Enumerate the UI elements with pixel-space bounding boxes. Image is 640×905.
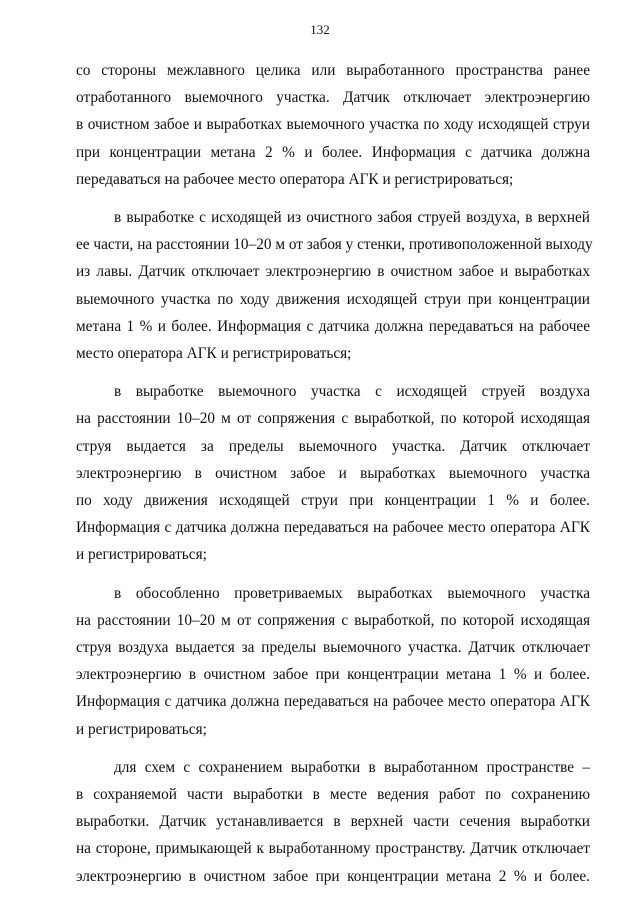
text-line: и регистрироваться; <box>76 720 207 738</box>
text-line: Информация с датчика должна передаваться на рабочее место оператора АГК <box>76 693 590 711</box>
page-number: 132 <box>310 22 330 37</box>
text-line: струя воздуха выдается за пределы выемочного участка. Датчик отключает <box>76 639 590 657</box>
text-line: при концентрации метана 2 % и более. Информация с датчика должна <box>76 143 590 161</box>
text-line: из лавы. Датчик отключает электроэнергию в очистном забое и выработках <box>76 263 590 281</box>
text-line: в выработке выемочного участка с исходящей струей воздуха <box>114 383 590 401</box>
text-line: струя выдается за пределы выемочного участка. Датчик отключает <box>76 437 590 455</box>
paragraph <box>76 204 593 367</box>
text-line: метана 1 % и более. Информация с датчика должна передаваться на рабочее <box>76 317 590 335</box>
paragraph <box>76 57 590 193</box>
text-line: для схем с сохранением выработки в выработанном пространстве – <box>114 758 590 776</box>
text-line: передаваться на рабочее место оператора АГК и регистрироваться; <box>76 170 514 188</box>
text-line: место оператора АГК и регистрироваться; <box>76 345 352 363</box>
text-line: выемочного участка по ходу движения исходящей струи при концентрации <box>76 290 590 308</box>
text-line: электроэнергию в очистном забое при концентрации метана 1 % и более. <box>76 666 590 684</box>
text-line: электроэнергию в очистном забое при концентрации метана 2 % и более. <box>76 867 590 885</box>
text-line: и регистрироваться; <box>76 546 207 564</box>
text-line: на стороне, примыкающей к выработанному пространству. Датчик отключает <box>76 840 590 858</box>
text-line: на расстоянии 10–20 м от сопряжения с выработкой, по которой исходящая <box>76 410 590 428</box>
paragraph <box>76 580 590 743</box>
text-line: Информация с датчика должна передаваться на рабочее место оператора АГК <box>76 519 590 537</box>
text-line: в обособленно проветриваемых выработках выемочного участка <box>114 584 590 602</box>
text-line: в выработке с исходящей из очистного забоя струей воздуха, в верхней <box>114 209 590 227</box>
body-text <box>76 57 593 901</box>
paragraph <box>76 378 590 568</box>
paragraph <box>76 754 590 890</box>
text-line: электроэнергию в очистном забое и выработках выемочного участка <box>76 464 590 482</box>
text-line: на расстоянии 10–20 м от сопряжения с выработкой, по которой исходящая <box>76 611 590 629</box>
text-line: выработки. Датчик устанавливается в верхней части сечения выработки <box>76 813 590 831</box>
text-line: со стороны межлавного целика или выработанного пространства ранее <box>76 62 590 79</box>
text-line: ее части, на расстоянии 10–20 м от забоя у стенки, противоположенной выходу <box>76 236 593 254</box>
text-line: в сохраняемой части выработки в месте ведения работ по сохранению <box>76 786 590 804</box>
text-line: в очистном забое и выработках выемочного участка по ходу исходящей струи <box>76 116 590 134</box>
text-line: по ходу движения исходящей струи при концентрации 1 % и более. <box>76 492 590 510</box>
text-line: отработанного выемочного участка. Датчик отключает электроэнергию <box>76 89 590 107</box>
